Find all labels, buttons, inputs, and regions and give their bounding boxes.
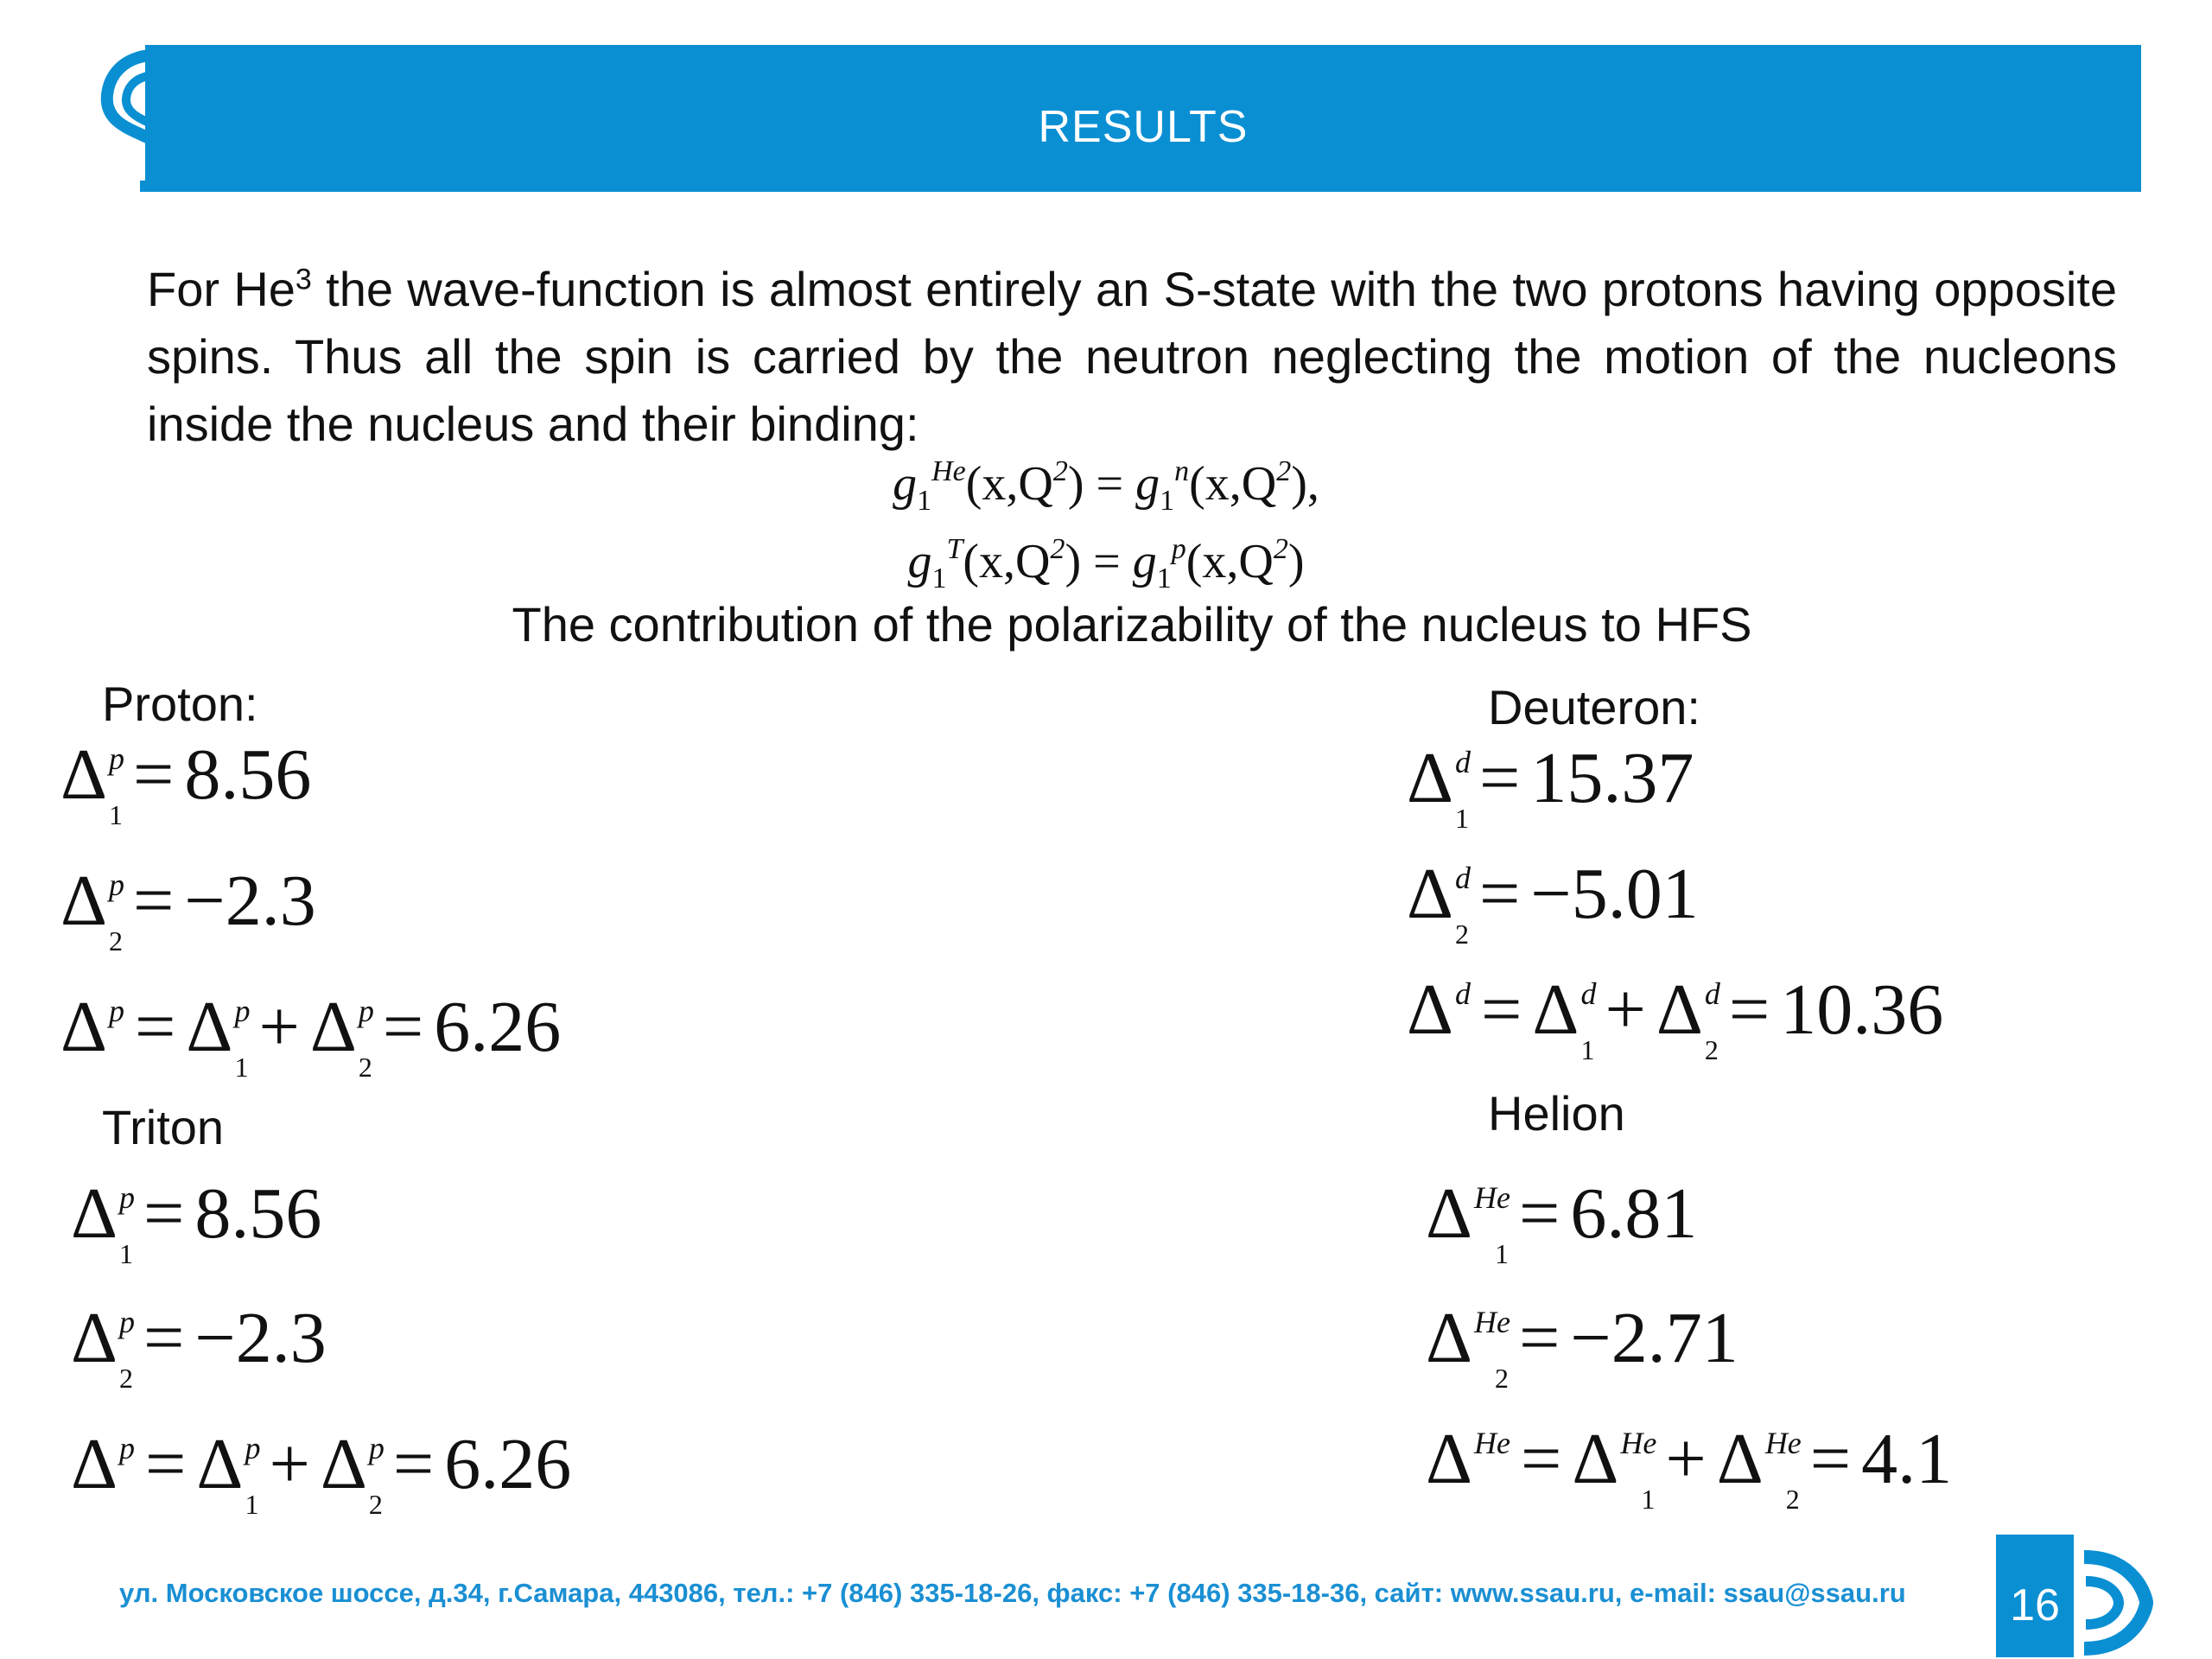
formula-args: (x,Q <box>1185 535 1274 588</box>
page-number-box <box>1996 1535 2074 1657</box>
eq-value: 8.56 <box>184 734 312 815</box>
delta-symbol: Δ <box>71 1298 118 1378</box>
helion-label: Helion <box>1488 1086 1625 1141</box>
eq-sign: = <box>1519 1173 1560 1254</box>
eq-value: 10.36 <box>1780 969 1944 1050</box>
proton-delta2-equation <box>60 859 316 957</box>
formula-term: g <box>893 457 918 511</box>
eq-value: −2.71 <box>1570 1298 1738 1378</box>
formula-term: g <box>1132 535 1157 588</box>
formula-sub: 1 <box>1156 563 1172 594</box>
eq-sub: 1 <box>245 1489 259 1520</box>
formula-tail: , <box>1306 457 1319 511</box>
eq-plus: + <box>1665 1419 1707 1499</box>
header-bar <box>145 45 2141 192</box>
intro-paragraph <box>147 256 2117 458</box>
formula-sup: 2 <box>1276 455 1292 487</box>
eq-value: 6.81 <box>1570 1173 1698 1254</box>
proton-delta1-equation <box>60 733 312 830</box>
eq-sup: p <box>358 994 374 1028</box>
eq-sign: = <box>135 987 176 1067</box>
formula-helium <box>0 455 2212 517</box>
eq-sign: = <box>1809 1419 1852 1499</box>
eq-sup: p <box>119 1305 136 1339</box>
delta-symbol: Δ <box>1426 1419 1473 1499</box>
eq-value: 6.26 <box>444 1424 572 1504</box>
eq-sub: 2 <box>1704 1034 1719 1065</box>
delta-symbol: Δ <box>60 861 108 941</box>
delta-symbol: Δ <box>196 1424 244 1504</box>
formula-args: (x,Q <box>963 535 1051 588</box>
eq-sub: 2 <box>1495 1363 1510 1394</box>
eq-sup: He <box>1474 1180 1511 1215</box>
delta-symbol: Δ <box>1407 969 1454 1050</box>
eq-plus: + <box>269 1424 310 1504</box>
formula-sup: n <box>1174 455 1190 487</box>
formula-close: ) <box>1067 457 1084 511</box>
delta-symbol: Δ <box>1656 969 1703 1050</box>
eq-sign: = <box>392 1424 435 1504</box>
helion-delta1-equation <box>1426 1172 1698 1269</box>
ssau-d-icon <box>2067 1547 2153 1659</box>
eq-sup: d <box>1704 976 1720 1011</box>
helion-total-equation <box>1426 1417 1953 1515</box>
formula-args: (x,Q <box>1189 457 1277 511</box>
eq-sup: He <box>1764 1426 1802 1460</box>
delta-symbol: Δ <box>60 987 108 1067</box>
triton-delta2-equation <box>71 1296 327 1394</box>
deuteron-label: Deuteron: <box>1488 680 1700 734</box>
delta-symbol: Δ <box>71 1173 118 1254</box>
formula-sup: 2 <box>1052 455 1068 487</box>
helion-delta2-equation <box>1426 1296 1738 1394</box>
eq-sign: = <box>133 861 175 941</box>
eq-value: −2.3 <box>194 1298 327 1378</box>
triton-delta1-equation <box>71 1172 322 1269</box>
formula-sup: He <box>931 455 966 487</box>
intro-text: the wave-function is almost entirely an S-state with the two protons having opposite spins. Thus all the spin is carried by the neutron neglecting the motion of the nucleons inside the nucleus and their binding: <box>147 262 2117 451</box>
triton-label: Triton <box>102 1100 225 1154</box>
proton-total-equation <box>60 985 562 1083</box>
eq-sub: 2 <box>358 1052 372 1083</box>
eq-sup: d <box>1580 976 1597 1011</box>
eq-sup: He <box>1474 1305 1511 1339</box>
eq-sup: p <box>109 868 125 902</box>
formula-args: (x,Q <box>965 457 1053 511</box>
formula-sub: 1 <box>917 485 932 517</box>
eq-sup: He <box>1474 1426 1511 1460</box>
eq-value: 4.1 <box>1861 1419 1953 1499</box>
delta-symbol: Δ <box>71 1424 118 1504</box>
eq-sub: 1 <box>234 1052 249 1083</box>
eq-sign: = <box>1479 738 1521 818</box>
eq-sup: p <box>234 994 251 1028</box>
eq-plus: + <box>258 987 300 1067</box>
eq-sign: = <box>1519 1298 1560 1378</box>
delta-symbol: Δ <box>60 734 108 815</box>
eq-sup: p <box>109 994 125 1028</box>
eq-sup: He <box>1620 1426 1657 1460</box>
eq-sup: d <box>1455 861 1471 895</box>
formula-sup: p <box>1171 533 1186 565</box>
deuteron-delta1-equation <box>1407 736 1694 834</box>
eq-sup: p <box>245 1431 261 1465</box>
delta-symbol: Δ <box>1716 1419 1764 1499</box>
eq-sub: 1 <box>1495 1238 1510 1269</box>
eq-sup: d <box>1455 745 1471 779</box>
proton-label: Proton: <box>102 677 258 731</box>
delta-symbol: Δ <box>1426 1298 1473 1378</box>
page-title: RESULTS <box>1038 102 1249 152</box>
eq-sub: 1 <box>1641 1484 1656 1515</box>
eq-sign: = <box>382 987 424 1067</box>
delta-symbol: Δ <box>309 987 357 1067</box>
eq-sub: 2 <box>1455 918 1470 950</box>
formula-sup: 2 <box>1050 533 1065 565</box>
intro-superscript: 3 <box>295 263 312 296</box>
eq-sign: = <box>1479 854 1521 934</box>
eq-sign: = <box>143 1298 185 1378</box>
delta-symbol: Δ <box>1426 1173 1473 1254</box>
eq-sup: p <box>368 1431 385 1465</box>
delta-symbol: Δ <box>320 1424 367 1504</box>
formula-close: ) <box>1065 535 1082 588</box>
eq-sub: 1 <box>119 1238 134 1269</box>
eq-sub: 1 <box>1580 1034 1595 1065</box>
formula-sub: 1 <box>931 563 947 594</box>
eq-sup: p <box>119 1180 136 1215</box>
formula-sub: 1 <box>1160 485 1175 517</box>
eq-sub: 2 <box>109 925 124 957</box>
delta-symbol: Δ <box>1572 1419 1619 1499</box>
triton-total-equation <box>71 1422 572 1520</box>
formula-eq: = <box>1093 535 1121 588</box>
eq-sign: = <box>1481 969 1522 1050</box>
footer-address: ул. Московское шоссе, д.34, г.Самара, 443086, тел.: +7 (846) 335-18-26, факс: +7 (846) 335-18-36, сайт: www.ssau.ru, e-mail: ssau@ssau.ru <box>119 1578 1906 1608</box>
eq-value: 15.37 <box>1530 738 1694 818</box>
delta-symbol: Δ <box>1532 969 1580 1050</box>
eq-sign: = <box>143 1173 185 1254</box>
delta-symbol: Δ <box>1407 738 1454 818</box>
formula-close: ) <box>1287 535 1305 588</box>
eq-sign: = <box>145 1424 187 1504</box>
formula-term: g <box>1135 457 1160 511</box>
eq-value: 6.26 <box>434 987 562 1067</box>
deuteron-total-equation <box>1407 968 1944 1065</box>
eq-sign: = <box>133 734 175 815</box>
deuteron-delta2-equation <box>1407 852 1699 950</box>
eq-value: −5.01 <box>1530 854 1699 934</box>
eq-sub: 2 <box>368 1489 383 1520</box>
page-number: 16 <box>2010 1580 2060 1630</box>
eq-sub: 2 <box>1785 1484 1800 1515</box>
eq-sign: = <box>1521 1419 1562 1499</box>
formula-triton <box>0 533 2212 594</box>
formula-eq: = <box>1096 457 1124 511</box>
eq-value: −2.3 <box>184 861 316 941</box>
formula-sup: 2 <box>1273 533 1288 565</box>
delta-symbol: Δ <box>1407 854 1454 934</box>
eq-plus: + <box>1605 969 1646 1050</box>
delta-symbol: Δ <box>186 987 233 1067</box>
eq-sup: d <box>1455 976 1471 1011</box>
section-subtitle: The contribution of the polarizability of the nucleus to HFS <box>512 597 1752 652</box>
formula-term: g <box>907 535 932 588</box>
eq-sub: 1 <box>109 799 124 830</box>
intro-prefix: For He <box>147 262 296 316</box>
formula-close: ) <box>1291 457 1307 511</box>
formula-sup: T <box>946 533 963 565</box>
eq-sub: 1 <box>1455 803 1470 834</box>
eq-sup: p <box>119 1431 136 1465</box>
eq-sub: 2 <box>119 1363 134 1394</box>
eq-value: 8.56 <box>194 1173 322 1254</box>
eq-sup: p <box>109 741 125 776</box>
eq-sign: = <box>1728 969 1770 1050</box>
